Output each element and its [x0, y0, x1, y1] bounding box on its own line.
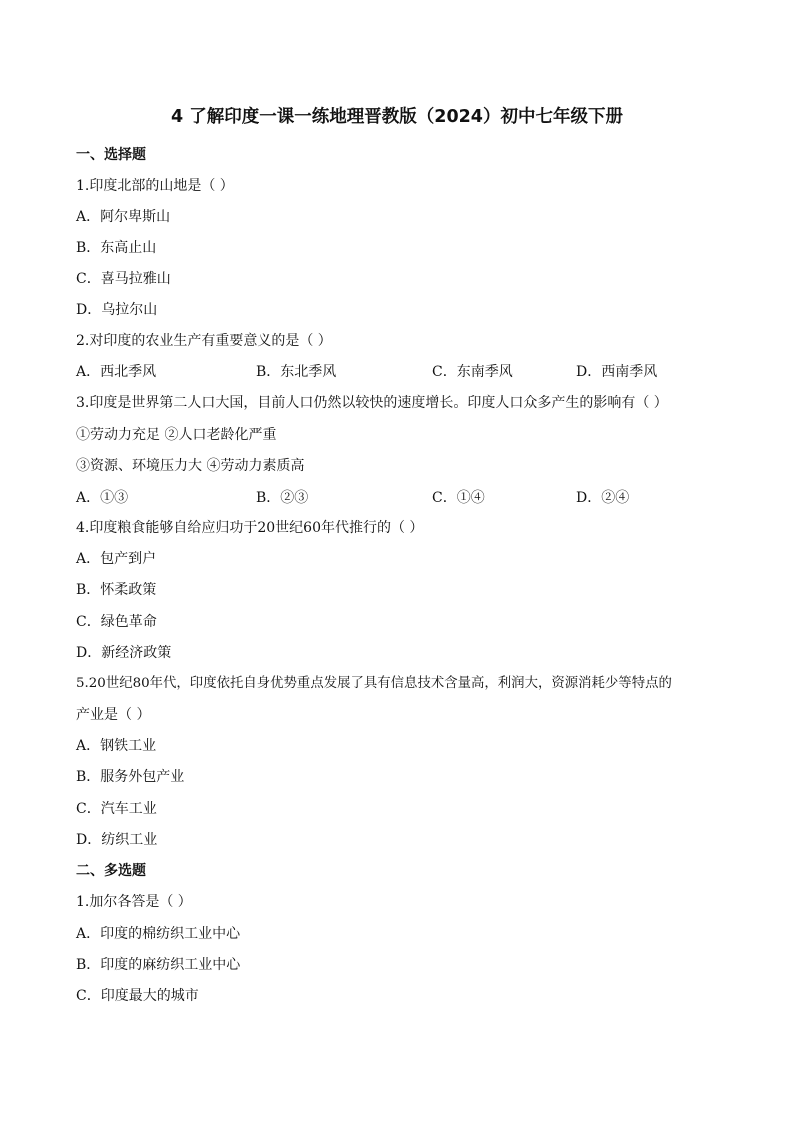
question-4-option-c: C．绿色革命	[76, 614, 157, 630]
question-1-option-a: A．阿尔卑斯山	[76, 209, 171, 225]
question-3-option-c: C．①④	[432, 490, 485, 506]
question-1-option-c: C．喜马拉雅山	[76, 271, 171, 287]
question-2-option-b: B．东北季风	[256, 364, 337, 380]
multi-question-1-option-a: A．印度的棉纺织工业中心	[76, 926, 241, 942]
question-3-statements-1: ①劳动力充足 ②人口老龄化严重	[76, 427, 277, 443]
multi-question-1-option-b: B．印度的麻纺织工业中心	[76, 957, 241, 973]
question-1-stem: 1.印度北部的山地是（ ）	[76, 178, 234, 194]
question-2-option-a: A．西北季风	[76, 364, 157, 380]
question-5-stem-line-2: 产业是（ ）	[76, 707, 151, 723]
question-3-options	[76, 488, 736, 508]
question-5-option-b: B．服务外包产业	[76, 769, 185, 785]
section-heading-multiple-choice: 二、多选题	[76, 863, 146, 879]
question-4-option-b: B．怀柔政策	[76, 582, 157, 598]
multi-question-1-stem: 1.加尔各答是（ ）	[76, 894, 192, 910]
question-1-option-d: D．乌拉尔山	[76, 302, 158, 318]
question-4-stem: 4.印度粮食能够自给应归功于20世纪60年代推行的（ ）	[76, 520, 424, 536]
question-5-option-c: C．汽车工业	[76, 801, 157, 817]
question-5-option-d: D．纺织工业	[76, 832, 158, 848]
document-title: 4 了解印度一课一练地理晋教版（2024）初中七年级下册	[171, 107, 623, 127]
question-2-option-d: D．西南季风	[576, 364, 658, 380]
question-3-option-d: D．②④	[576, 490, 630, 506]
question-4-option-d: D．新经济政策	[76, 645, 172, 661]
question-3-stem: 3.印度是世界第二人口大国，目前人口仍然以较快的速度增长。印度人口众多产生的影响有（ ）	[76, 395, 668, 411]
question-3-statements-2: ③资源、环境压力大 ④劳动力素质高	[76, 458, 305, 474]
question-4-option-a: A．包产到户	[76, 551, 157, 567]
question-5-stem-line-1: 5.20世纪80年代，印度依托自身优势重点发展了具有信息技术含量高，利润大，资源消耗少等特点的	[76, 676, 672, 691]
question-2-stem: 2.对印度的农业生产有重要意义的是（ ）	[76, 333, 332, 349]
question-3-option-a: A．①③	[76, 490, 129, 506]
question-5-option-a: A．钢铁工业	[76, 738, 157, 754]
section-heading-choice: 一、选择题	[76, 147, 146, 163]
question-3-option-b: B．②③	[256, 490, 309, 506]
multi-question-1-option-c: C．印度最大的城市	[76, 988, 199, 1004]
question-2-options	[76, 362, 736, 382]
question-1-option-b: B．东高止山	[76, 240, 157, 256]
question-2-option-c: C．东南季风	[432, 364, 513, 380]
